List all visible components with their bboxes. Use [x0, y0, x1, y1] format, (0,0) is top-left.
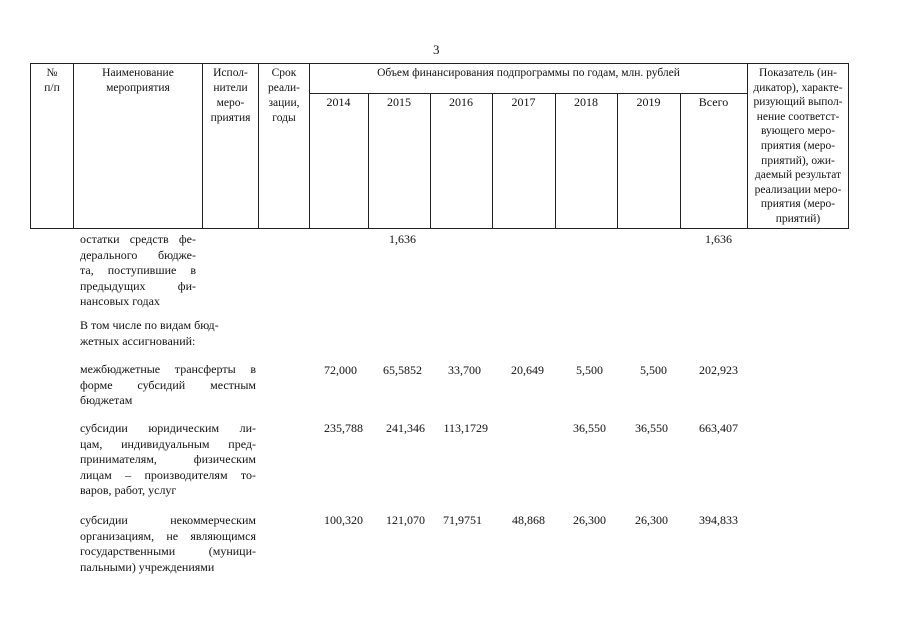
- header-year-2014: 2014: [326, 95, 351, 109]
- header-year-2019: 2019: [636, 95, 661, 109]
- value-2019: 26,300: [635, 513, 668, 527]
- row-name: В том числе по видам бюд- жетных ассигнований:: [80, 318, 219, 348]
- row-name: остатки средств фе- дерального бюдже- та, поступившие в предыдущих фи- нансовых годах: [80, 232, 196, 308]
- value-2014: 72,000: [324, 363, 357, 377]
- value-2017: 20,649: [511, 363, 544, 377]
- header-name: Наименование мероприятия: [102, 67, 174, 94]
- value-2018: 26,300: [573, 513, 606, 527]
- header-year-2015: 2015: [387, 95, 411, 109]
- value-2019: 5,500: [640, 363, 667, 377]
- value-2016: 33,700: [448, 363, 481, 377]
- value-total: 1,636: [705, 232, 732, 246]
- value-total: 394,833: [699, 513, 738, 527]
- header-total: Всего: [698, 95, 729, 109]
- header-year-2017: 2017: [511, 95, 536, 109]
- header-year-2016: 2016: [449, 95, 473, 109]
- value-2017: 48,868: [512, 513, 545, 527]
- page-number: 3: [433, 42, 440, 57]
- row-name: субсидии некоммерческим организациям, не являющимся государственными (муници- пальными) учреждениями: [80, 513, 256, 574]
- value-2015: 1,636: [389, 232, 416, 246]
- row-name: межбюджетные трансферты в форме субсидий местным бюджетам: [80, 362, 256, 407]
- value-2014: 235,788: [324, 421, 363, 435]
- header-funding: Объем финансирования подпрограммы по годам, млн. рублей: [377, 67, 680, 79]
- value-2015: 65,5852: [383, 363, 422, 377]
- value-2015: 241,346: [386, 421, 425, 435]
- header-year-2018: 2018: [574, 95, 598, 109]
- value-2018: 5,500: [576, 363, 603, 377]
- value-total: 663,407: [699, 421, 738, 435]
- header-number: № п/п: [44, 67, 60, 94]
- header-executors: Испол- нители меро- приятия: [210, 67, 251, 124]
- header-indicator: Показатель (ин- дикатор), характе- ризующий выпол- нение соответст- вующего меро- приятия (меро- приятий), ожи- даемый результат реализации меро- приятия (меро- приятий): [753, 67, 843, 225]
- value-2019: 36,550: [635, 421, 668, 435]
- row-name: субсидии юридическим ли- цам, индивидуальным пред- принимателям, физическим лицам – производителям то- варов, работ, услуг: [80, 421, 256, 497]
- value-2018: 36,550: [573, 421, 606, 435]
- value-2014: 100,320: [324, 513, 363, 527]
- value-2015: 121,070: [386, 513, 425, 527]
- value-2016: 113,1729: [443, 421, 488, 435]
- header-term: Срок реали- зации, годы: [268, 67, 300, 124]
- value-total: 202,923: [699, 363, 738, 377]
- value-2016: 71,9751: [443, 513, 482, 527]
